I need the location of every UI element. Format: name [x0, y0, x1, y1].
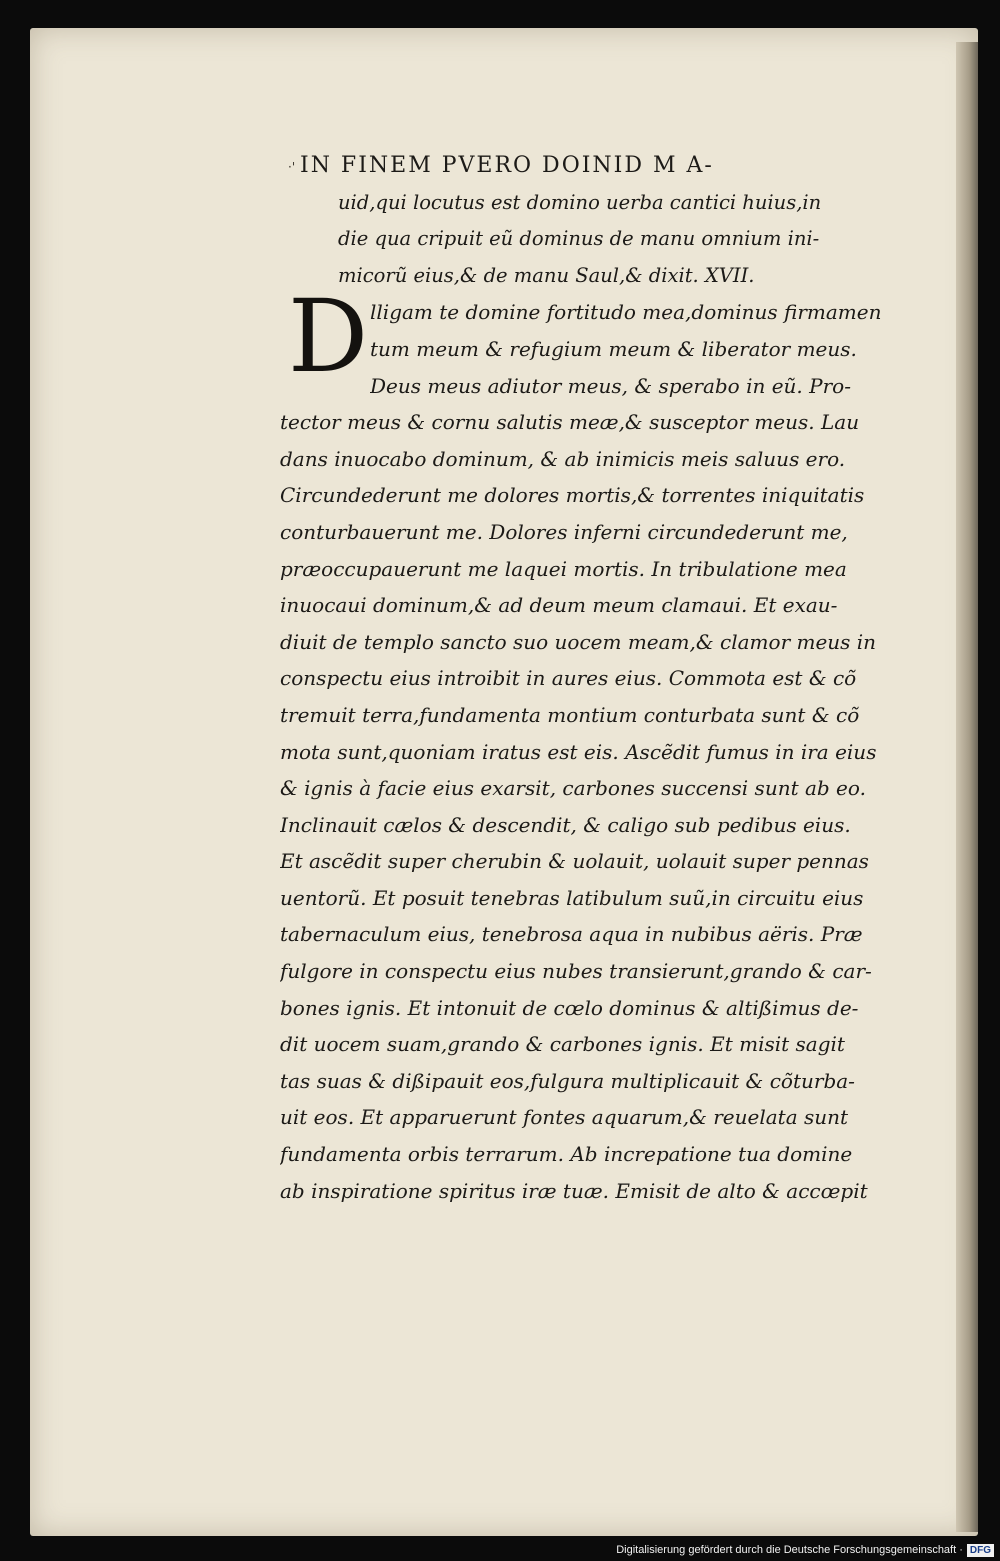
text-line: mota sunt,quoniam iratus est eis. Ascẽdit fumus in ira eius	[280, 739, 877, 764]
drop-capital: D	[288, 278, 369, 395]
text-line: die qua cripuit eũ dominus de manu omnium ini-	[338, 227, 820, 251]
text-line: Et ascẽdit super cherubin & uolauit, uolauit super pennas	[280, 849, 869, 874]
text-line: micorũ eius,& de manu Saul,& dixit. XVII.	[338, 263, 755, 287]
text-line: conspectu eius introibit in aures eius. Commota est & cõ	[280, 666, 857, 691]
digitization-credit	[560, 1542, 994, 1558]
text-line: Inclinauit cælos & descendit, & caligo sub pedibus eius.	[280, 812, 851, 837]
psalm-text	[250, 148, 930, 1209]
text-line: fundamenta orbis terrarum. Ab increpatione tua domine	[280, 1142, 853, 1167]
page-edge	[956, 42, 978, 1532]
text-line: lligam te domine fortitudo mea,dominus firmamen	[370, 300, 882, 325]
psalm-heading: IN FINEM PVERO DOINID M A-	[300, 153, 714, 178]
text-line: dit uocem suam,grando & carbones ignis. Et misit sagit	[280, 1032, 845, 1057]
text-line: uit eos. Et apparuerunt fontes aquarum,& reuelata sunt	[280, 1105, 849, 1130]
text-line: præoccupauerunt me laquei mortis. In tribulatione mea	[280, 556, 847, 581]
dfg-logo: DFG	[967, 1544, 994, 1557]
text-line: ab inspiratione spiritus iræ tuæ. Emisit de alto & accœpit	[280, 1178, 868, 1203]
text-line: Deus meus adiutor meus, & sperabo in eũ. Pro-	[370, 373, 851, 398]
text-line: tas suas & dißipauit eos,fulgura multiplicauit & cõturba-	[280, 1068, 855, 1093]
text-line: dans inuocabo dominum, & ab inimicis meis saluus ero.	[280, 446, 846, 471]
text-line: uid,qui locutus est domino uerba cantici huius,in	[338, 190, 822, 214]
text-line: conturbauerunt me. Dolores inferni circundederunt me,	[280, 519, 848, 544]
credit-text: Digitalisierung gefördert durch die Deutsche Forschungsgemeinschaft ·	[616, 1544, 963, 1556]
text-line: & ignis à facie eius exarsit, carbones succensi sunt ab eo.	[280, 776, 866, 801]
margin-marks: ·'	[288, 160, 296, 174]
text-line: tabernaculum eius, tenebrosa aqua in nubibus aëris. Præ	[280, 922, 863, 947]
text-line: Circundederunt me dolores mortis,& torrentes iniquitatis	[280, 483, 865, 508]
text-line: tector meus & cornu salutis meæ,& susceptor meus. Lau	[280, 410, 860, 435]
text-line: inuocaui dominum,& ad deum meum clamaui. Et exau-	[280, 593, 838, 618]
text-line: fulgore in conspectu eius nubes transierunt,grando & car-	[280, 959, 872, 984]
text-line: diuit de templo sancto suo uocem meam,& clamor meus in	[280, 629, 877, 654]
text-line: tremuit terra,fundamenta montium conturbata sunt & cõ	[280, 702, 860, 727]
text-line: tum meum & refugium meum & liberator meus.	[370, 336, 857, 361]
text-line: uentorũ. Et posuit tenebras latibulum suũ,in circuitu eius	[280, 885, 864, 910]
text-line: bones ignis. Et intonuit de cœlo dominus & altißimus de-	[280, 995, 859, 1020]
